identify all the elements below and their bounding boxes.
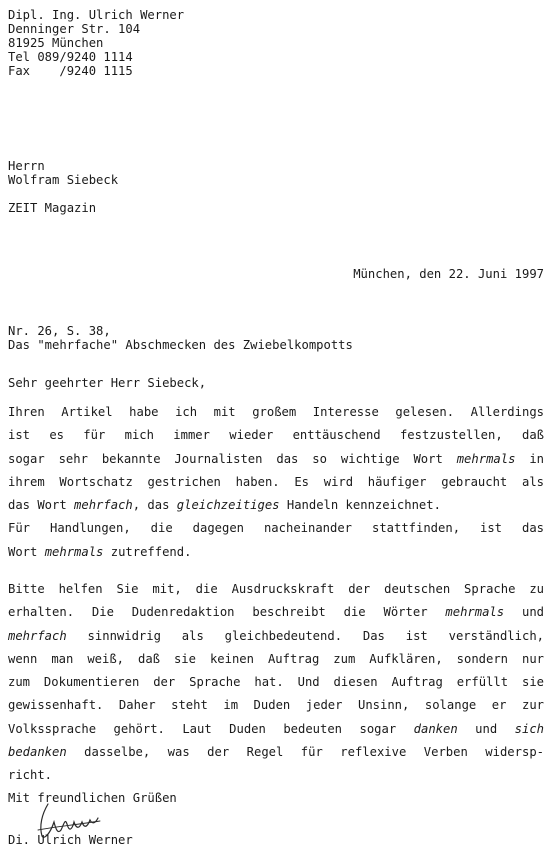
text-line — [8, 648, 544, 671]
text-line — [8, 694, 544, 717]
signer — [8, 833, 133, 847]
recipient-magazine — [8, 201, 96, 215]
text-run: richt. — [8, 768, 53, 783]
sender-name: Dipl. Ing. Ulrich Werner — [8, 8, 185, 22]
emphasis: sich — [514, 721, 544, 736]
text-run: Ihren Artikel habe ich mit großem Interesse gelesen. Allerdings — [8, 405, 544, 419]
emphasis: mehrmals — [456, 451, 516, 466]
text-line — [8, 578, 544, 601]
recipient-name: Wolfram Siebeck — [8, 173, 119, 187]
text-line — [8, 741, 544, 764]
signer-name: Di. Ulrich Werner — [8, 833, 133, 847]
text-run: Handeln kennzeichnet. — [279, 498, 441, 513]
text-line — [8, 471, 544, 494]
text-line — [8, 494, 544, 517]
text-run: in — [515, 451, 544, 466]
text-run: Volkssprache gehört. Laut Duden bedeuten sogar — [8, 721, 414, 736]
text-run: und — [457, 721, 515, 736]
salutation — [8, 376, 206, 390]
sender-fax: Fax /9240 1115 — [8, 64, 133, 78]
text-run: sogar sehr bekannte Journalisten das so wichtige Wort — [8, 451, 457, 466]
text-line — [8, 448, 544, 471]
text-run: zum Dokumentieren der Sprache hat. Und diesen Auftrag erfüllt sie — [8, 675, 544, 690]
closing-text: Mit freundlichen Grüßen — [8, 791, 177, 805]
text-run: dasselbe, was der Regel für reflexive Verben widersp- — [66, 745, 544, 760]
text-line — [8, 541, 544, 564]
text-run: gewissenhaft. Daher steht im Duden jeder Unsinn, solange er zur — [8, 698, 544, 713]
text-run: , das — [132, 498, 177, 513]
text-line — [8, 764, 544, 787]
text-run: wenn man weiß, daß sie keinen Auftrag zum Aufklären, sondern nur — [8, 651, 544, 666]
emphasis: mehrfach — [8, 628, 67, 643]
text-line — [8, 517, 544, 540]
text-line — [8, 424, 544, 447]
text-run: Für Handlungen, die dagegen nacheinander stattfinden, ist das — [8, 521, 544, 536]
emphasis: gleichzeitiges — [176, 498, 280, 513]
text-run: ihrem Wortschatz gestrichen haben. Es wird häufiger gebraucht als — [8, 474, 544, 489]
emphasis: danken — [413, 721, 458, 736]
recipient-salutation-line: Herrn — [8, 159, 45, 173]
paragraph-1 — [8, 401, 544, 564]
sender-city: 81925 München — [8, 36, 104, 50]
subject-issue: Nr. 26, S. 38, — [8, 324, 111, 338]
dateline — [353, 267, 544, 281]
text-line — [8, 401, 544, 424]
text-run: ist es für mich immer wieder enttäuschend festzustellen, daß — [8, 428, 544, 443]
text-run: erhalten. Die Dudenredaktion beschreibt die Wörter — [8, 605, 446, 620]
text-run: Bitte helfen Sie mit, die Ausdruckskraft der deutschen Sprache zu — [8, 582, 544, 596]
text-line — [8, 718, 544, 741]
sender-address — [8, 8, 184, 78]
text-line — [8, 625, 544, 648]
text-run: sinnwidrig als gleichbedeutend. Das ist verständlich, — [66, 628, 544, 643]
recipient-address — [8, 159, 118, 187]
salutation-text: Sehr geehrter Herr Siebeck, — [8, 376, 207, 390]
emphasis: bedanken — [8, 745, 67, 760]
sender-street: Denninger Str. 104 — [8, 22, 141, 36]
date-text: München, den 22. Juni 1997 — [353, 267, 544, 281]
text-run: und — [504, 605, 544, 620]
text-line — [8, 671, 544, 694]
text-line — [8, 601, 544, 624]
emphasis: mehrfach — [74, 498, 133, 513]
text-run: zutreffend. — [103, 544, 192, 559]
emphasis: mehrmals — [44, 544, 104, 559]
text-run: Wort — [8, 544, 45, 559]
subject-title: Das "mehrfache" Abschmecken des Zwiebelkompotts — [8, 338, 353, 352]
text-run: das Wort — [8, 498, 75, 513]
paragraph-2 — [8, 578, 544, 788]
sender-phone: Tel 089/9240 1114 — [8, 50, 133, 64]
magazine-name: ZEIT Magazin — [8, 201, 97, 215]
emphasis: mehrmals — [445, 605, 505, 620]
subject-reference — [8, 324, 353, 352]
